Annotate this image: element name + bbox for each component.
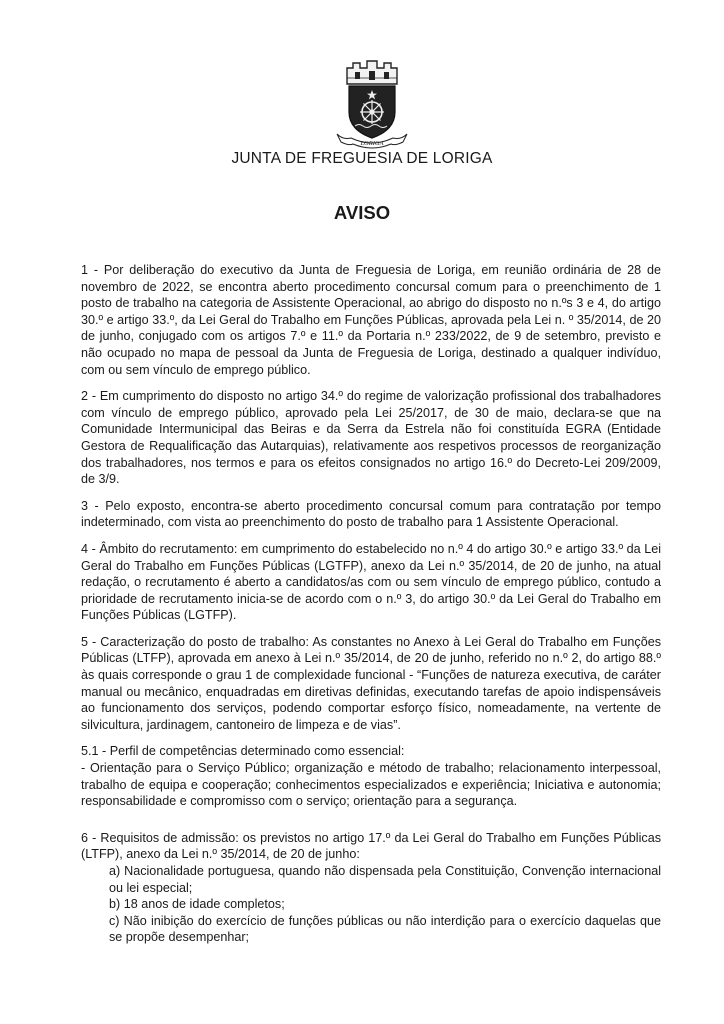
list-item: b) 18 anos de idade completos; [109, 897, 285, 912]
notice-body [81, 262, 661, 946]
list-item: a) Nacionalidade portuguesa, quando não dispensada pela Constituição, Convenção internacional ou lei especial; [109, 864, 661, 895]
requirements-list [81, 863, 661, 946]
paragraph-1: 1 - Por deliberação do executivo da Junta de Freguesia de Loriga, em reunião ordinária de 28 de novembro de 2022, se encontra aberto procedimento concursal comum para o preenchimento de 1 posto de trabalho na categoria de Assistente Operacional, ao abrigo do disposto no n.ºs 3 e 4, do artigo 30.º e artigo 33.º, da Lei Geral do Trabalho em Funções Públicas, aprovada pela Lei n. º 35/2014, de 20 de junho, conjugado com os artigos 7.º e 11.º da Portaria n.º 233/2022, de 9 de setembro, previsto e não ocupado no mapa de pessoal da Junta de Freguesia de Loriga, destinado a qualquer indivíduo, com ou sem vínculo de emprego público. [81, 263, 661, 377]
list-item: c) Não inibição do exercício de funções públicas ou não interdição para o exercício daquelas que se propõe desempenhar; [109, 913, 661, 945]
paragraph-6: 6 - Requisitos de admissão: os previstos no artigo 17.º da Lei Geral do Trabalho em Funções Públicas (LTFP), anexo da Lei n.º 35/2014, de 20 de junho: [81, 830, 661, 862]
page-title: AVISO [333, 202, 391, 223]
organization-name: JUNTA DE FREGUESIA DE LORIGA [231, 150, 493, 167]
paragraph-2: 2 - Em cumprimento do disposto no artigo 34.º do regime de valorização profissional dos trabalhadores com vínculo de emprego público, aprovado pela Lei 25/2017, de 30 de maio, declara-se que na Comunidade Intermunicipal das Beiras e da Serra da Estrela não foi constituída EGRA (Entidade Gestora de Requalificação das Autarquias), relativamente aos respetivos processos de reorganização dos trabalhadores, nos termos e para os efeitos consignados no artigo 16.º do Decreto-Lei 209/2009, de 3/9. [81, 389, 661, 487]
paragraph-5: 5 - Caracterização do posto de trabalho: As constantes no Anexo à Lei Geral do Trabalho em Funções Públicas (LTFP), aprovada em anexo à Lei n.º 35/2014, de 20 de junho, referido no n.º 2, do artigo 88.º às quais corresponde o grau 1 de complexidade funcional - “Funções de natureza executiva, de caráter manual ou mecânico, enquadradas em diretivas definidas, executando tarefas de apoio indispensáveis ao funcionamento dos serviços, podendo comportar esforço físico, nomeadamente, na vertente de silvicultura, jardinagem, cantoneiro de limpeza e de vias”. [81, 634, 661, 732]
paragraph-5-1-title: 5.1 - Perfil de competências determinado como essencial: [81, 744, 405, 759]
paragraph-3: 3 - Pelo exposto, encontra-se aberto procedimento concursal comum para contratação por tempo indeterminado, com vista ao preenchimento do posto de trabalho para 1 Assistente Operacional. [81, 498, 661, 530]
coat-of-arms-icon [331, 54, 413, 150]
paragraph-4: 4 - Âmbito do recrutamento: em cumprimento do estabelecido no n.º 4 do artigo 30.º e artigo 33.º da Lei Geral do Trabalho em Funções Públicas (LGTFP), anexo da Lei n.º 35/2014, de 20 de junho, na atual redação, o recrutamento é aberto a candidatos/as com ou sem vínculo de emprego público, contudo a prioridade de recrutamento inicia-se de acordo com o n.º 3, do artigo 30.º da Lei Geral do Trabalho em Funções Públicas (LGTFP). [81, 541, 661, 623]
svg-text:LORIGA: LORIGA [360, 140, 384, 147]
paragraph-5-1-body: - Orientação para o Serviço Público; organização e método de trabalho; relacionamento interpessoal, trabalho de equipa e cooperação; conhecimentos especializados e experiência; Iniciativa e autonomia; responsabilidade e compromisso com o serviço; orientação para a segurança. [81, 761, 661, 809]
